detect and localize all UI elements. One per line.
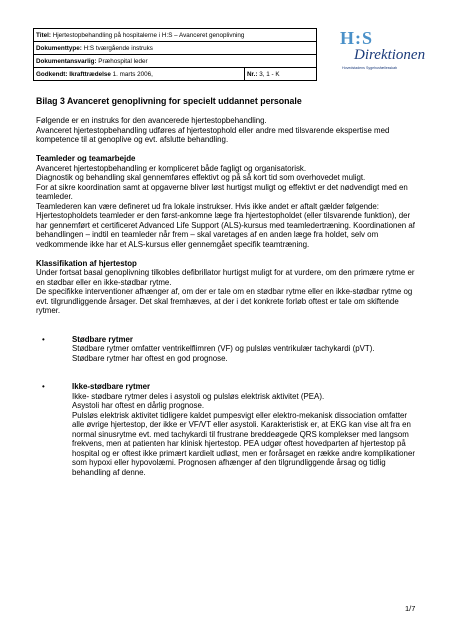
header-approved-label: Godkendt: Ikrafttrædelse [36,70,111,78]
bullet-shockable [36,335,420,364]
classification-line-1: Under fortsat basal genoplivning tilkobles defibrillator hurtigst muligt for at vurdere, om den primære rytme er en stødbar eller en ikke-stødbar rytme. [36,268,415,287]
team-line-2: Diagnostik og behandling skal gennemføres effektivt og på så kort tid som overhovedet muligt. [36,173,366,182]
intro-line-2: Avanceret hjertestopbehandling udføres af hjertestophold eller andre med tilsvarende ekspertise med kompetence til at genoplive og evt. afslutte behandling. [36,125,390,144]
classification-paragraph [36,268,420,316]
header-number-value: 3, 1 - K [259,70,280,78]
header-number-cell [245,68,317,81]
header-number-label: Nr.: [247,70,258,78]
section-classification-title: Klassifikation af hjertestop [36,258,137,268]
document-body [36,96,420,487]
team-line-3: For at sikre koordination samt at opgaverne bliver løst hurtigst muligt og effektivt er det nødvendigt med en teamleder. [36,182,408,201]
intro-paragraph [36,116,420,145]
logo-subtitle-text: Hovedstadens Sygehusfællesskab [342,66,398,70]
header-title-value: Hjertestopbehandling på hospitalerne i H:S – Avanceret genoplivning [52,31,245,39]
header-responsible-cell [34,55,317,68]
header-approved-cell [34,68,245,81]
bullet-shockable-line-1: Stødbare rytmer omfatter ventrikelflimren (VF) og pulsløs ventrikulær tachykardi (pVT). [72,344,375,353]
logo-name-text: Direktionen [354,47,426,63]
bullet-non-shockable-title: Ikke-stødbare rytmer [72,382,151,391]
document-heading: Bilag 3 Avanceret genoplivning for specielt uddannet personale [36,96,302,106]
header-doctype-value: H:S tværgående instruks [83,44,153,52]
classification-line-2: De specifikke interventioner afhænger af, om der er tale om en stødbar rytme eller en ikke-stødbar rytme og evt. tilgrundliggende årsager. Det skal fremhæves, at der i det konkrete forløb oftest er tale om skiftende rytmer. [36,287,413,315]
header-doctype-label: Dokumenttype: [36,44,82,52]
header-responsible-value: Præhospital leder [98,57,148,65]
bullet-non-shockable [36,382,420,477]
header-responsible-label: Dokumentansvarlig: [36,57,97,65]
bullet-dot-icon: • [42,334,45,344]
section-team-title: Teamleder og teamarbejde [36,154,136,163]
page-number: 1/7 [405,604,416,613]
header-approved-value: 1. marts 2006, [112,70,153,78]
team-line-1: Avanceret hjertestopbehandling er kompliceret både fagligt og organisatorisk. [36,163,307,173]
bullet-non-shockable-line-1: Ikke- stødbare rytmer deles i asystoli og pulsløs elektrisk aktivitet (PEA). [72,391,325,401]
header-title-label: Titel: [36,31,51,39]
hs-direktionen-logo [322,28,424,78]
header-doctype-cell [34,42,317,55]
bullet-non-shockable-line-2: Asystoli har oftest en dårlig prognose. [72,401,205,410]
document-header-table [33,28,317,81]
bullet-shockable-title: Stødbare rytmer [72,334,133,344]
team-paragraph [36,164,420,250]
bullet-dot-icon: • [42,382,45,391]
bullet-non-shockable-line-3: Pulsløs elektrisk aktivitet tidligere kaldet pumpesvigt eller elektro-mekanisk dissociation omfatter alle øvrige hjertestop, der ikke er VF/VT eller asystoli. Karakteristisk er, at EKG kan vise alt fra en normal sinusrytme evt. med tachykardi til frustrane breddeøgede QRS komplekser med langsom frekvens, men at patienten har klinisk hjertestop. PEA udgør oftest hovedparten af hjertestop på hospital og er oftest ikke primært kardielt udløst, men er forårsaget en række andre komplikationer som hypoxi eller hypovolæmi. Prognosen afhænger af den tilgrundliggende årsag og tidlig behandling af denne. [72,410,415,477]
logo-hs-text: H:S [340,28,374,48]
bullet-shockable-line-2: Stødbare rytmer har oftest en god prognose. [72,353,228,363]
intro-line-1: Følgende er en instruks for den avancerede hjertestopbehandling. [36,116,267,125]
header-title-cell [34,29,317,42]
team-line-4: Teamlederen kan være defineret ud fra lokale instrukser. Hvis ikke andet er aftalt gælder følgende: Hjertestopholdets teamleder er den først-ankomne læge fra hjertestopholdet (eller tilsvarende funktion), der har gennemført et certificeret Advanced Life Support (ALS)-kursus med teamledertræning. Koordinationen af behandlingen – indtil en teamleder når frem – skal varetages af en anden læge fra holdet, selv om vedkommende ikke har et ALS-kursus eller gennemgået specifik teamtræning. [36,201,415,249]
